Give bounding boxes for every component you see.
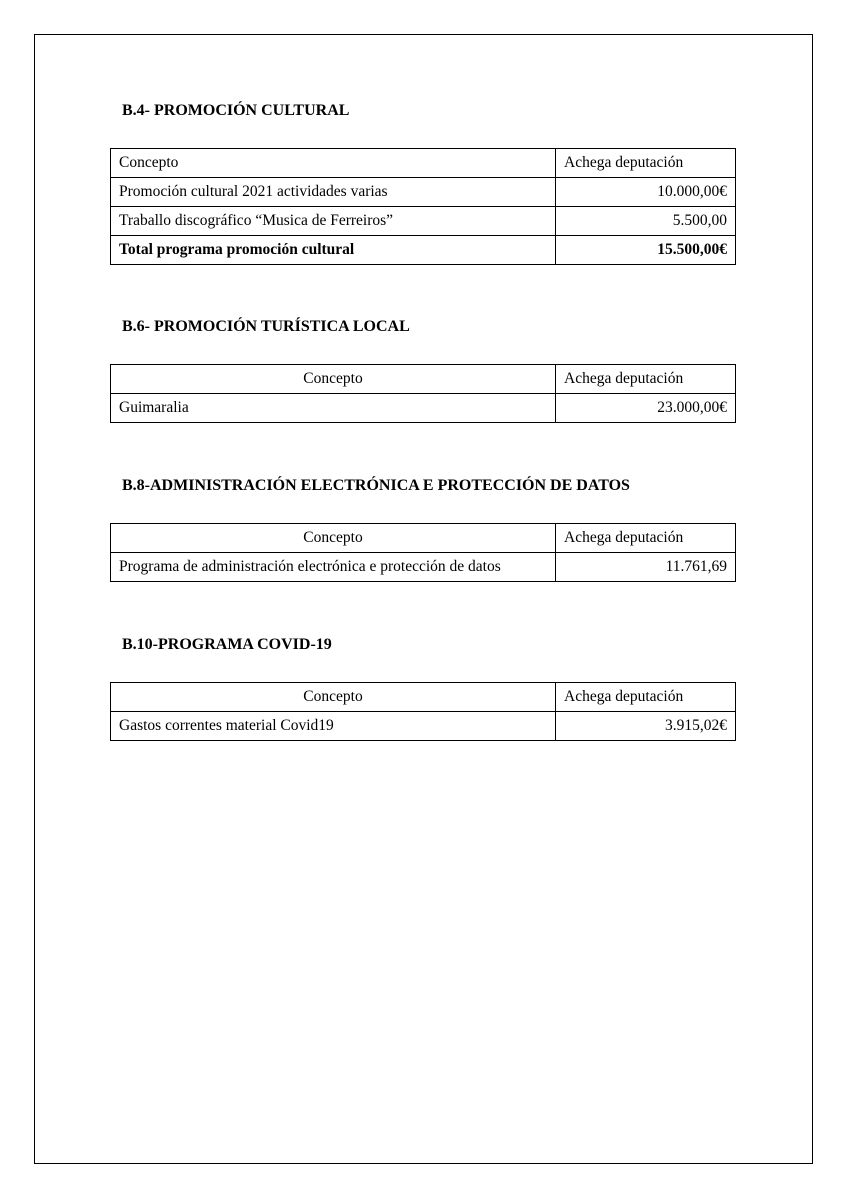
header-achega: Achega deputación — [556, 524, 736, 553]
funding-table — [110, 148, 736, 265]
amount-cell: 10.000,00€ — [556, 178, 736, 207]
table-total-row — [111, 236, 736, 265]
table-row — [111, 712, 736, 741]
table-header-row — [111, 524, 736, 553]
section-title: B.10-PROGRAMA COVID-19 — [122, 636, 332, 653]
concepto-cell: Promoción cultural 2021 actividades varias — [111, 178, 556, 207]
header-achega: Achega deputación — [556, 683, 736, 712]
header-concepto: Concepto — [111, 365, 556, 394]
table-header-row — [111, 365, 736, 394]
table-row — [111, 553, 736, 582]
concepto-cell: Traballo discográfico “Musica de Ferreiros” — [111, 207, 556, 236]
funding-table — [110, 364, 736, 423]
section-title: B.6- PROMOCIÓN TURÍSTICA LOCAL — [122, 318, 410, 335]
total-amount-cell: 15.500,00€ — [556, 236, 736, 265]
amount-cell: 11.761,69 — [556, 553, 736, 582]
header-concepto: Concepto — [111, 524, 556, 553]
header-concepto: Concepto — [111, 683, 556, 712]
header-concepto: Concepto — [111, 149, 556, 178]
funding-table — [110, 682, 736, 741]
table-header-row — [111, 149, 736, 178]
concepto-cell: Gastos correntes material Covid19 — [111, 712, 556, 741]
header-achega: Achega deputación — [556, 365, 736, 394]
section-title: B.4- PROMOCIÓN CULTURAL — [122, 102, 350, 119]
table-row — [111, 178, 736, 207]
section-title: B.8-ADMINISTRACIÓN ELECTRÓNICA E PROTECCIÓN DE DATOS — [122, 477, 630, 494]
table-row — [111, 207, 736, 236]
header-achega: Achega deputación — [556, 149, 736, 178]
funding-table — [110, 523, 736, 582]
table-row — [111, 394, 736, 423]
amount-cell: 5.500,00 — [556, 207, 736, 236]
concepto-cell: Guimaralia — [111, 394, 556, 423]
amount-cell: 3.915,02€ — [556, 712, 736, 741]
concepto-cell: Programa de administración electrónica e protección de datos — [111, 553, 556, 582]
table-header-row — [111, 683, 736, 712]
total-label-cell: Total programa promoción cultural — [111, 236, 556, 265]
amount-cell: 23.000,00€ — [556, 394, 736, 423]
